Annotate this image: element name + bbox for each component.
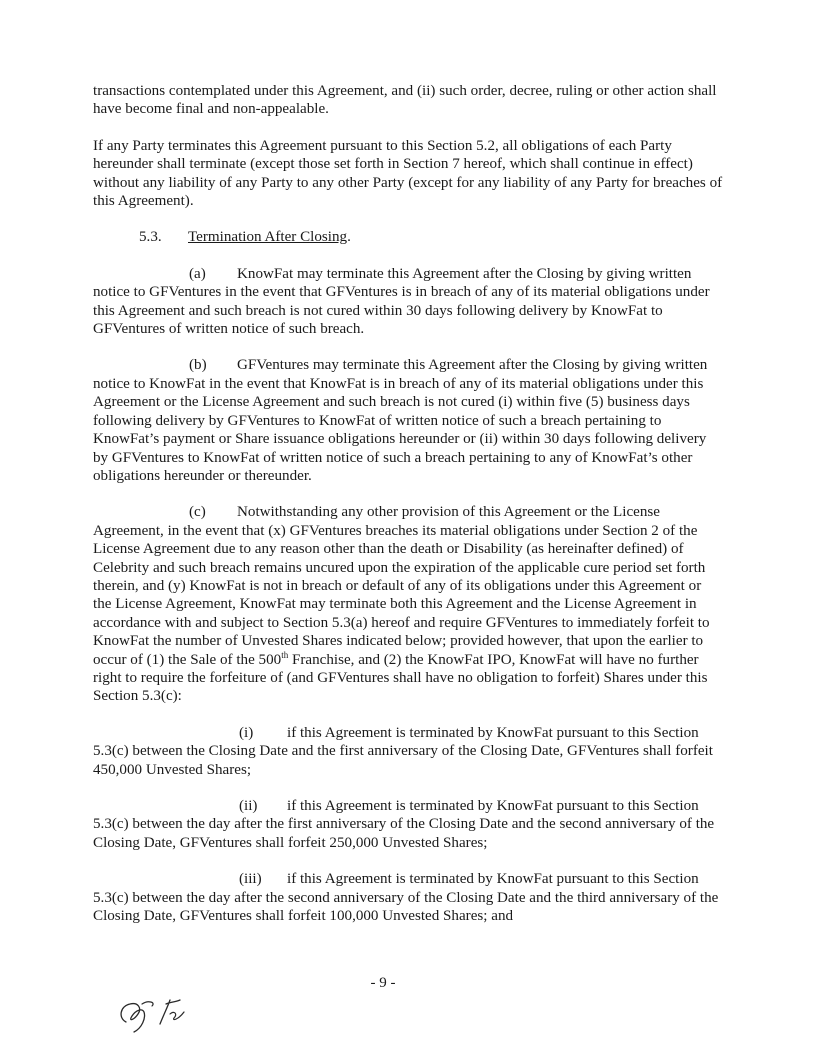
item-iii-text: if this Agreement is terminated by KnowFat pursuant to this Section 5.3(c) between the day after the second anniversary of the Closing Date and the third anniversary of the Closing Date, GFVentures shall forfeit 100,000 Unvested Shares; and [93,871,719,925]
initials-signature-icon [112,988,196,1034]
document-body [93,82,723,943]
section-number: 5.3. [139,229,162,246]
item-i [93,724,723,779]
clause-a-text: KnowFat may terminate this Agreement after the Closing by giving written notice to GFVentures in the event that GFVentures is in breach of any of its material obligations under this Agreement and such breach is not cured within 30 days following delivery by KnowFat to GFVentures of written notice of such breach. [93,265,710,338]
clause-c [93,503,723,705]
item-i-label: (i) [239,724,254,741]
clause-b-label: (b) [189,357,207,374]
clause-c-label: (c) [189,504,206,521]
item-i-text: if this Agreement is terminated by KnowFat pursuant to this Section 5.3(c) between the Closing Date and the first anniversary of the Closing Date, GFVentures shall forfeit 450,000 Unvested Shares; [93,724,713,778]
section-title: Termination After Closing [188,229,348,246]
clause-c-text-before: Notwithstanding any other provision of this Agreement or the License Agreement, in the event that (x) GFVentures breaches its material obligations under Section 2 of the License Agreement due to any reason other than the death or Disability (as hereinafter defined) of Celebrity and such breach remains uncured upon the expiration of the applicable cure period set forth therein, and (y) KnowFat is not in breach or default of any of its obligations under this Agreement or the License Agreement, KnowFat may terminate both this Agreement and the License Agreement in accordance with and subject to Section 5.3(a) hereof and require GFVentures to immediately forfeit to KnowFat the number of Unvested Shares indicated below; provided however, that upon the earlier to occur of (1) the Sale of the 500 [93,504,710,668]
page-number: - 9 - [370,975,396,991]
section-title-period: . [347,229,351,246]
clause-b-text: GFVentures may terminate this Agreement after the Closing by giving written notice to KnowFat in the event that KnowFat is in breach of any of its material obligations under this Agreement or the License Agreement and such breach is not cured (i) within five (5) business days following delivery by GFVentures to KnowFat of written notice of such a breach pertaining to KnowFat’s payment or Share issuance obligations hereunder or (ii) within 30 days following delivery by GFVentures to KnowFat of written notice of such a breach pertaining to any of KnowFat’s other obligations hereunder or thereunder. [93,357,708,484]
item-ii-label: (ii) [239,798,258,814]
item-ii-text: if this Agreement is terminated by KnowFat pursuant to this Section 5.3(c) between the day after the first anniversary of the Closing Date and the second anniversary of the Closing Date, GFVentures shall forfeit 250,000 Unvested Shares; [93,798,715,851]
paragraph-termination-effect: If any Party terminates this Agreement pursuant to this Section 5.2, all obligations of each Party hereunder shall terminate (except those set forth in Section 7 hereof, which shall continue in effect) without any liability of any Party to any other Party (except for any liability of any Party for breaches of this Agreement). [93,137,723,210]
paragraph-continuation: transactions contemplated under this Agreement, and (ii) such order, decree, ruling or other action shall have become final and non-appealable. [93,83,717,118]
clause-c-text-after: Franchise, and (2) the KnowFat IPO, KnowFat will have no further right to require the forfeiture of (and GFVentures shall have no obligation to forfeit) Shares under this Section 5.3(c): [93,651,708,705]
item-iii [93,870,723,925]
clause-a-label: (a) [189,265,206,282]
item-iii-label: (iii) [239,871,262,888]
item-ii [93,797,723,852]
clause-a [93,265,723,339]
clause-b [93,356,723,485]
section-heading [93,228,723,246]
clause-c-superscript: th [281,649,289,660]
